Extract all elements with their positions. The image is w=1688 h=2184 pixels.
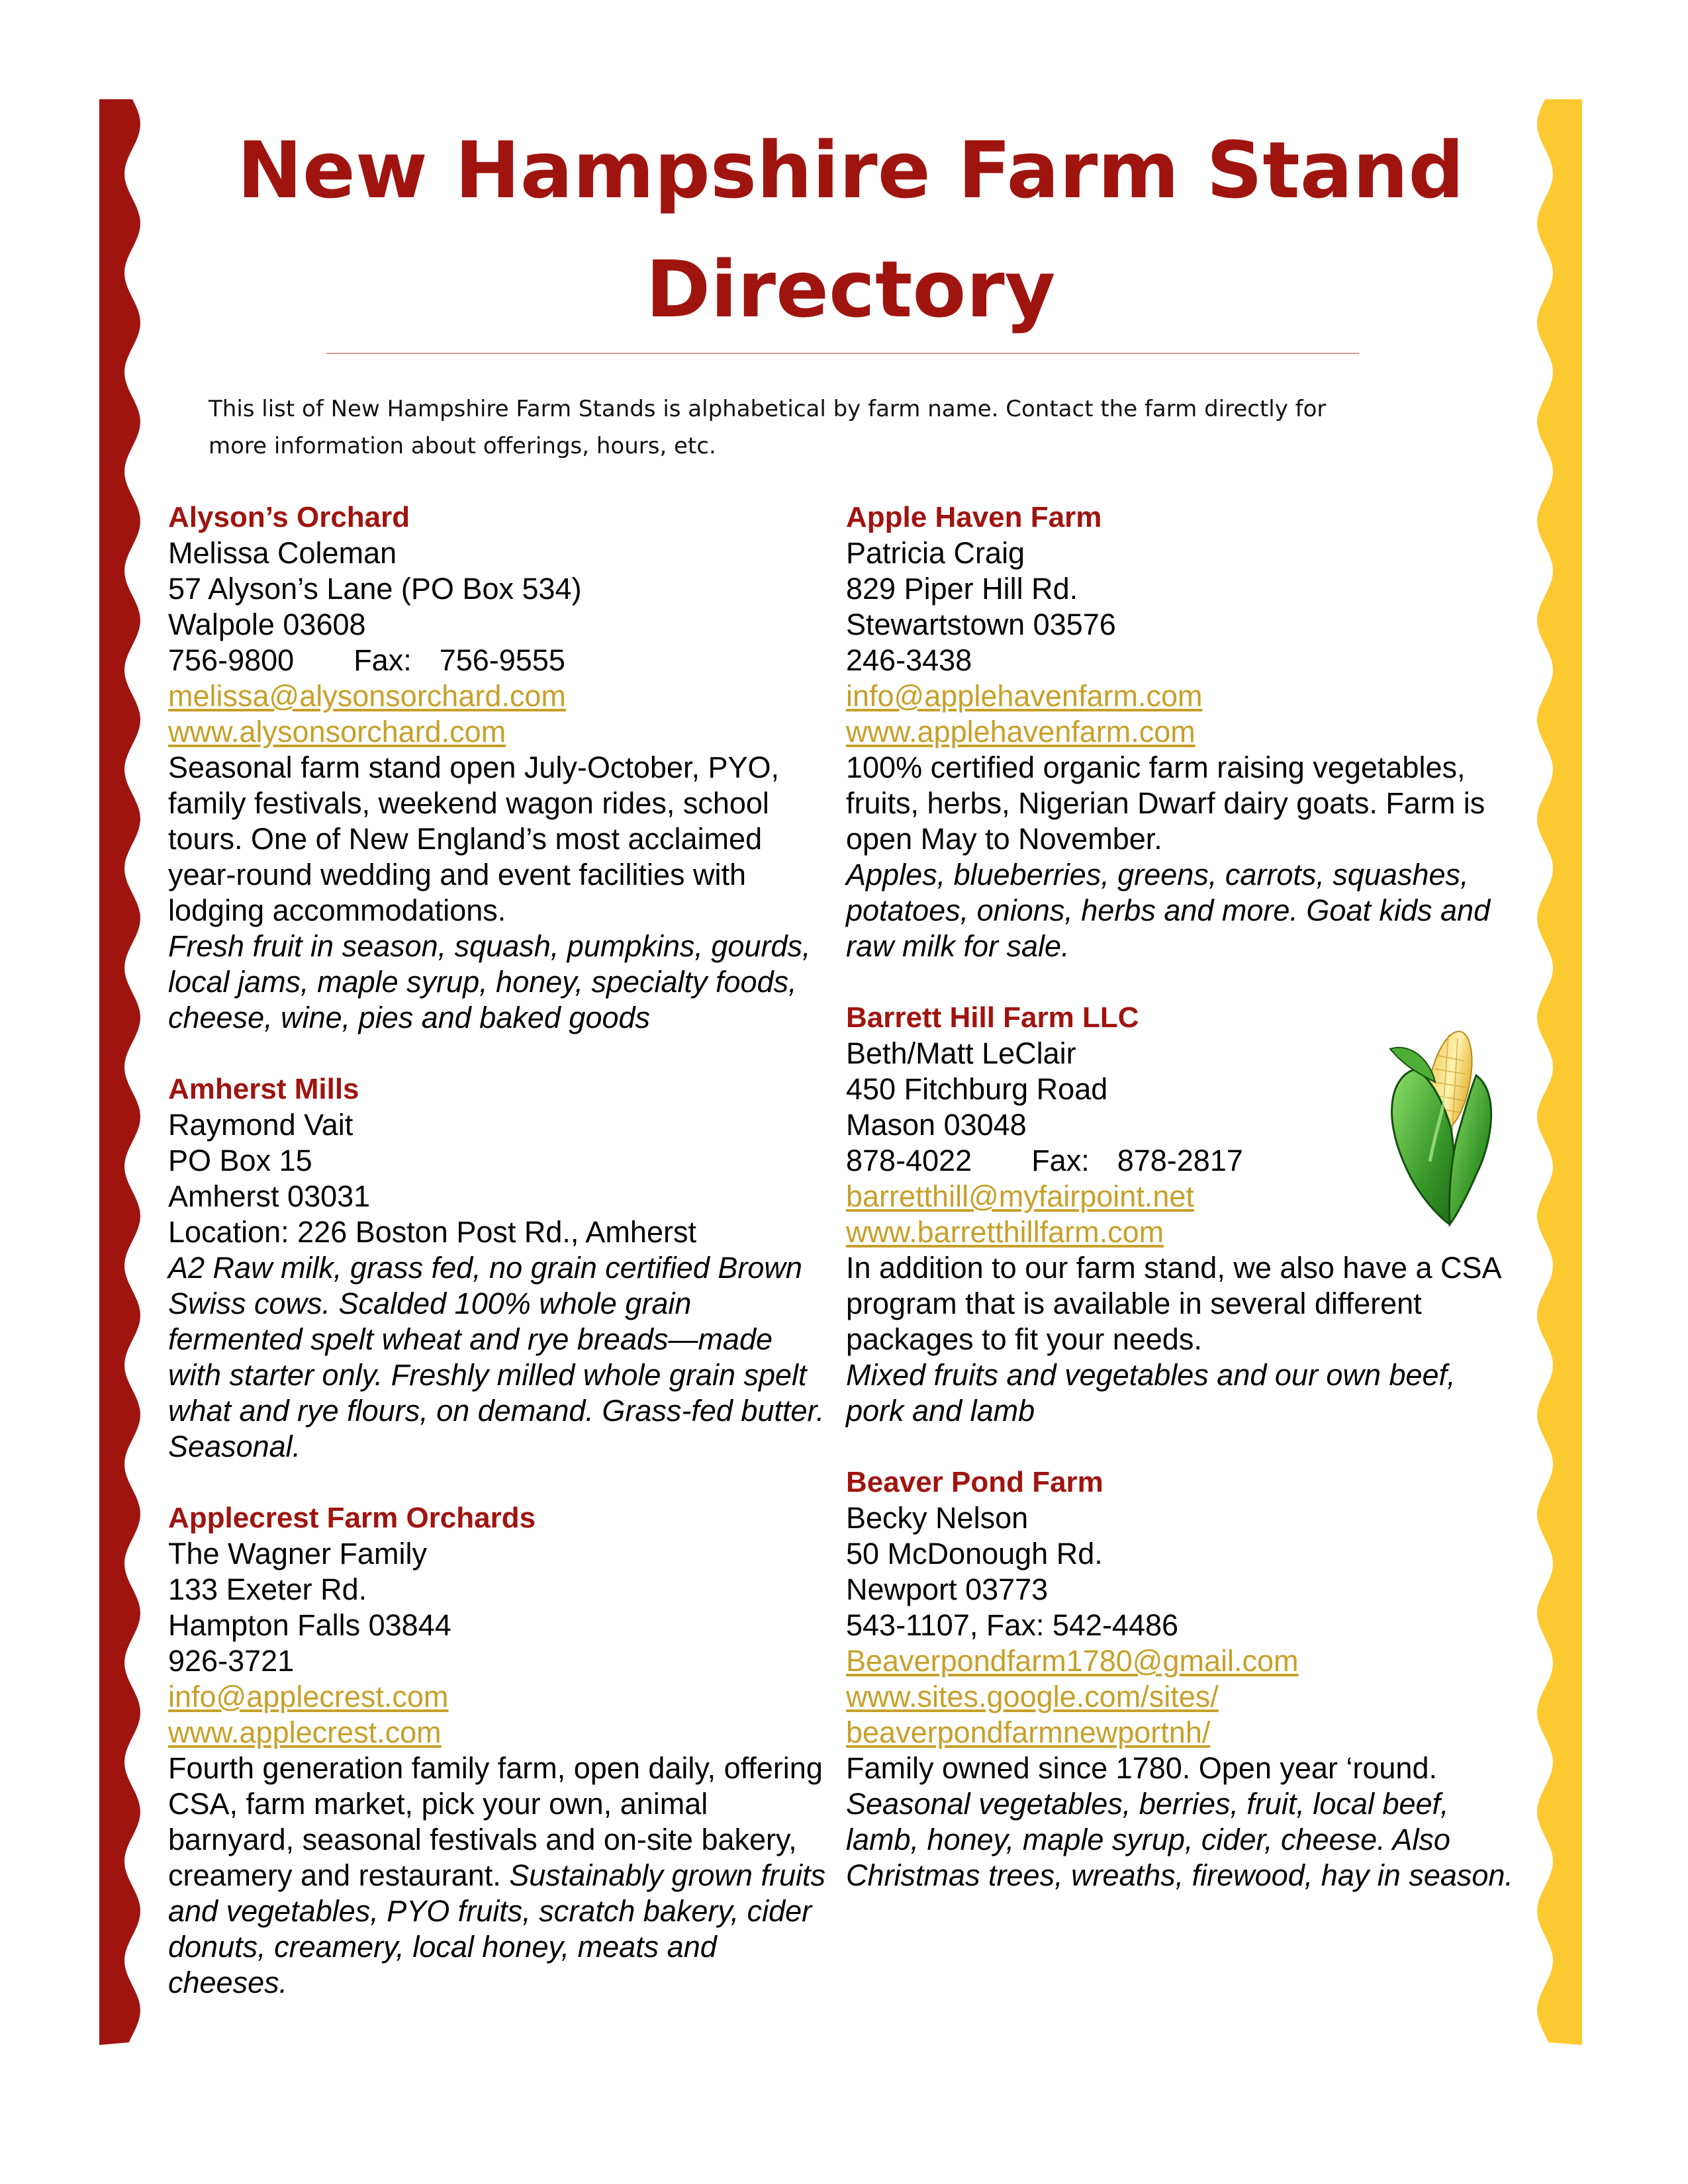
farm-address: 133 Exeter Rd. (168, 1572, 367, 1606)
farm-town: Amherst 03031 (168, 1179, 371, 1213)
farm-website-link[interactable]: www.applecrest.com (168, 1715, 442, 1749)
farm-phone: 878-4022 (846, 1144, 972, 1177)
farm-description-text: Family owned since 1780. Open year ‘round. (846, 1751, 1437, 1785)
farm-town: Hampton Falls 03844 (168, 1608, 451, 1642)
farm-entry-apple-haven (846, 500, 1515, 964)
page-title-line-2: Directory (645, 244, 1056, 335)
farm-town: Newport 03773 (846, 1572, 1049, 1606)
farm-name: Barrett Hill Farm LLC (846, 1001, 1139, 1034)
farm-contact: Patricia Craig (846, 536, 1025, 570)
farm-town: Walpole 03608 (168, 608, 366, 641)
farm-website-link-continued[interactable]: beaverpondfarmnewportnh/ (846, 1715, 1211, 1749)
farm-entry-beaver-pond (846, 1465, 1515, 1893)
farm-email-link[interactable]: Beaverpondfarm1780@gmail.com (846, 1644, 1299, 1678)
farm-address: 829 Piper Hill Rd. (846, 572, 1078, 606)
farm-entry-alysons-orchard (168, 500, 830, 1036)
farm-website-link[interactable]: www.sites.google.com/sites/ (846, 1680, 1219, 1713)
farm-description (168, 750, 830, 1036)
farm-description (168, 1250, 830, 1465)
farm-location: Location: 226 Boston Post Rd., Amherst (168, 1215, 696, 1249)
farm-address: 57 Alyson’s Lane (PO Box 534) (168, 572, 582, 606)
page-title-line-1: New Hampshire Farm Stand (237, 124, 1464, 216)
farm-email-link[interactable]: info@applecrest.com (168, 1680, 449, 1713)
farm-contact: Becky Nelson (846, 1501, 1029, 1535)
farm-products: Sustainably grown fruits and vegetables, PYO fruits, scratch bakery, cider donuts, creamery, local honey, meats and cheeses. (168, 1858, 825, 1999)
intro-text (209, 390, 1486, 465)
farm-name: Apple Haven Farm (846, 501, 1102, 533)
fax-label: Fax: (353, 643, 412, 677)
farm-contact: Melissa Coleman (168, 536, 397, 570)
farm-phone: 926-3721 (168, 1644, 295, 1678)
farm-email-link[interactable]: melissa@alysonsorchard.com (168, 679, 566, 713)
farm-phone: 756-9800 (168, 643, 295, 677)
farm-products: Apples, blueberries, greens, carrots, squashes, potatoes, onions, herbs and more. Goat kids and raw milk for sale. (846, 858, 1491, 963)
farm-website-link[interactable]: www.applehavenfarm.com (846, 715, 1196, 749)
fax-label: Fax: (1031, 1144, 1090, 1177)
farm-description (846, 750, 1515, 964)
farm-website-link[interactable]: www.alysonsorchard.com (168, 715, 506, 749)
corn-icon (1377, 1029, 1499, 1228)
intro-line-2: more information about offerings, hours, etc. (209, 433, 716, 459)
farm-contact: Raymond Vait (168, 1108, 353, 1142)
farm-name: Beaver Pond Farm (846, 1466, 1103, 1498)
farm-description-text: Seasonal farm stand open July-October, PYO, family festivals, weekend wagon rides, school tours. One of New England’s most acclaimed year-round wedding and event facilities with lodging accommodations. (168, 751, 779, 927)
farm-products: Mixed fruits and vegetables and our own beef, pork and lamb (846, 1358, 1456, 1428)
farm-products: A2 Raw milk, grass fed, no grain certified Brown Swiss cows. Scalded 100% whole grain fermented spelt wheat and rye breads—made with starter only. Freshly milled whole grain spelt what and rye flours, on demand. Grass-fed butter. Seasonal. (168, 1251, 825, 1463)
farm-town: Stewartstown 03576 (846, 608, 1116, 641)
farm-contact: Beth/Matt LeClair (846, 1036, 1076, 1070)
farm-products: Fresh fruit in season, squash, pumpkins, gourds, local jams, maple syrup, honey, specialty foods, cheese, wine, pies and baked goods (168, 929, 811, 1034)
farm-phone-fax (168, 643, 830, 678)
farm-town: Mason 03048 (846, 1108, 1027, 1142)
right-border-bar (1537, 99, 1582, 2045)
farm-description (846, 1751, 1515, 1893)
left-column (168, 500, 830, 2036)
farm-website-link[interactable]: www.barretthillfarm.com (846, 1215, 1164, 1249)
farm-entry-amherst-mills (168, 1071, 830, 1465)
farm-address: 50 McDonough Rd. (846, 1537, 1103, 1570)
farm-description-text: Fourth generation family farm, open daily, offering CSA, farm market, pick your own, animal barnyard, seasonal festivals and on-site bakery, creamery and restaurant. (168, 1751, 823, 1892)
farm-description-text: 100% certified organic farm raising vegetables, fruits, herbs, Nigerian Dwarf dairy goats. Farm is open May to November. (846, 751, 1485, 856)
farm-address: PO Box 15 (168, 1144, 312, 1177)
farm-phone-fax: 543-1107, Fax: 542-4486 (846, 1608, 1179, 1642)
farm-entry-applecrest (168, 1500, 830, 2001)
farm-fax: 878-2817 (1117, 1144, 1243, 1177)
farm-name: Alyson’s Orchard (168, 501, 410, 533)
farm-description-text: In addition to our farm stand, we also have a CSA program that is available in several different packages to fit your needs. (846, 1251, 1501, 1356)
farm-phone: 246-3438 (846, 643, 972, 677)
farm-description (168, 1751, 830, 2001)
intro-line-1: This list of New Hampshire Farm Stands is alphabetical by farm name. Contact the farm directly for (209, 396, 1327, 422)
farm-description (846, 1250, 1515, 1429)
farm-name: Applecrest Farm Orchards (168, 1502, 536, 1534)
farm-products: Seasonal vegetables, berries, fruit, local beef, lamb, honey, maple syrup, cider, cheese. Also Christmas trees, wreaths, firewood, hay in season. (846, 1787, 1513, 1892)
farm-email-link[interactable]: barretthill@myfairpoint.net (846, 1179, 1194, 1213)
farm-address: 450 Fitchburg Road (846, 1072, 1108, 1106)
left-border-bar (99, 99, 140, 2045)
farm-name: Amherst Mills (168, 1073, 359, 1105)
farm-fax: 756-9555 (439, 643, 565, 677)
title-divider (326, 353, 1359, 354)
farm-email-link[interactable]: info@applehavenfarm.com (846, 679, 1203, 713)
farm-contact: The Wagner Family (168, 1537, 427, 1570)
